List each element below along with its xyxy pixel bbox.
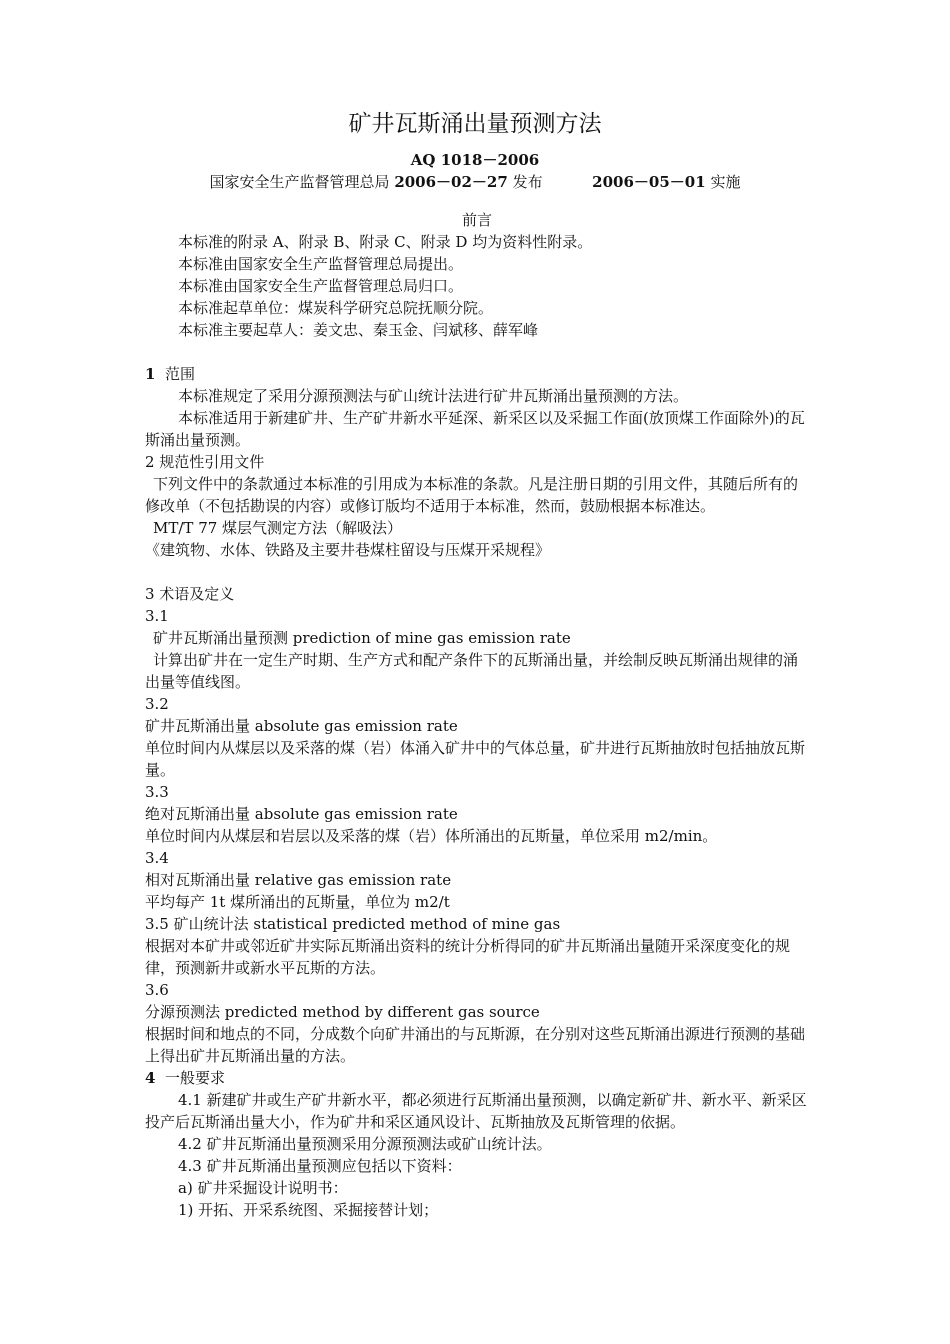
- term-definition: 单位时间内从煤层以及采落的煤（岩）体涌入矿井中的气体总量，矿井进行瓦斯抽放时包括抽放瓦斯量。: [145, 739, 806, 779]
- section-heading-references: 2 规范性引用文件: [145, 453, 265, 471]
- section-number: 4: [145, 1069, 156, 1087]
- foreword-heading: 前言: [461, 211, 492, 229]
- foreword-line: 本标准起草单位：煤炭科学研究总院抚顺分院。: [178, 299, 494, 317]
- standard-number: AQ 1018－2006: [410, 151, 540, 169]
- paragraph: 本标准规定了采用分源预测法与矿山统计法进行矿井瓦斯涌出量预测的方法。: [178, 387, 689, 405]
- term-title: 矿井瓦斯涌出量 absolute gas emission rate: [145, 717, 458, 735]
- term-definition: 计算出矿井在一定生产时期、生产方式和配产条件下的瓦斯涌出量，并绘制反映瓦斯涌出规律的涌出量等值线图。: [145, 651, 799, 691]
- term-definition: 根据时间和地点的不同，分成数个向矿井涌出的与瓦斯源，在分别对这些瓦斯涌出源进行预测的基础上得出矿井瓦斯涌出量的方法。: [145, 1025, 806, 1065]
- document-title: 矿井瓦斯涌出量预测方法: [348, 111, 602, 137]
- section-heading-terms: 3 术语及定义: [145, 585, 235, 603]
- term-title: 矿井瓦斯涌出量预测 prediction of mine gas emission rate: [153, 629, 571, 647]
- foreword-line: 本标准主要起草人：姜文忠、秦玉金、闫斌移、薛军峰: [178, 321, 539, 339]
- document-body: [145, 209, 809, 1221]
- term-number: 3.3: [145, 783, 169, 801]
- term-number: 3.1: [145, 607, 169, 625]
- term-definition: 根据对本矿井或邻近矿井实际瓦斯涌出资料的统计分析得同的矿井瓦斯涌出量随开采深度变化的规律，预测新井或新水平瓦斯的方法。: [145, 937, 791, 977]
- paragraph: 4.2 矿井瓦斯涌出量预测采用分源预测法或矿山统计法。: [178, 1135, 552, 1153]
- issue-info: [0, 171, 950, 193]
- section-title: 范围: [164, 365, 195, 383]
- term-title: 分源预测法 predicted method by different gas source: [145, 1003, 540, 1021]
- reference-item: MT/T 77 煤层气测定方法（解吸法）: [153, 519, 403, 537]
- term-title: 相对瓦斯涌出量 relative gas emission rate: [145, 871, 452, 889]
- publish-label: 发布: [512, 173, 543, 191]
- reference-item: 《建筑物、水体、铁路及主要井巷煤柱留设与压煤开采规程》: [145, 541, 551, 559]
- term-number: 3.4: [145, 849, 169, 867]
- term-definition: 平均每产 1t 煤所涌出的瓦斯量，单位为 m2/t: [145, 893, 450, 911]
- section-title: 一般要求: [164, 1069, 225, 1087]
- section-heading-general: [145, 1067, 809, 1089]
- paragraph: 4.3 矿井瓦斯涌出量预测应包括以下资料：: [178, 1157, 462, 1175]
- term-definition: 单位时间内从煤层和岩层以及采落的煤（岩）体所涌出的瓦斯量，单位采用 m2/min。: [145, 827, 718, 845]
- paragraph: 4.1 新建矿井或生产矿井新水平，都必须进行瓦斯涌出量预测，以确定新矿井、新水平、新采区投产后瓦斯涌出量大小，作为矿井和采区通风设计、瓦斯抽放及瓦斯管理的依据。: [145, 1091, 807, 1131]
- foreword-line: 本标准的附录 A、附录 B、附录 C、附录 D 均为资料性附录。: [178, 233, 593, 251]
- paragraph: 下列文件中的条款通过本标准的引用成为本标准的条款。凡是注册日期的引用文件，其随后所有的修改单（不包括勘误的内容）或修订版均不适用于本标准，然而，鼓励根据本标准达。: [145, 475, 799, 515]
- paragraph: 本标准适用于新建矿井、生产矿井新水平延深、新采区以及采掘工作面(放顶煤工作面除外)的瓦斯涌出量预测。: [145, 409, 805, 449]
- section-heading-scope: [145, 363, 809, 385]
- list-item: 1) 开拓、开采系统图、采掘接替计划；: [178, 1201, 439, 1219]
- section-number: 1: [145, 365, 156, 383]
- publish-date: 2006－02－27: [394, 173, 508, 191]
- implementation-label: 实施: [710, 173, 741, 191]
- list-item: a) 矿井采掘设计说明书：: [178, 1179, 348, 1197]
- term-number: 3.6: [145, 981, 169, 999]
- term-title: 绝对瓦斯涌出量 absolute gas emission rate: [145, 805, 458, 823]
- foreword-line: 本标准由国家安全生产监督管理总局归口。: [178, 277, 464, 295]
- issuing-authority: 国家安全生产监督管理总局: [209, 173, 390, 191]
- implementation-date: 2006－05－01: [592, 173, 706, 191]
- term-number: 3.2: [145, 695, 169, 713]
- foreword-line: 本标准由国家安全生产监督管理总局提出。: [178, 255, 464, 273]
- term-title: 3.5 矿山统计法 statistical predicted method of mine gas: [145, 915, 561, 933]
